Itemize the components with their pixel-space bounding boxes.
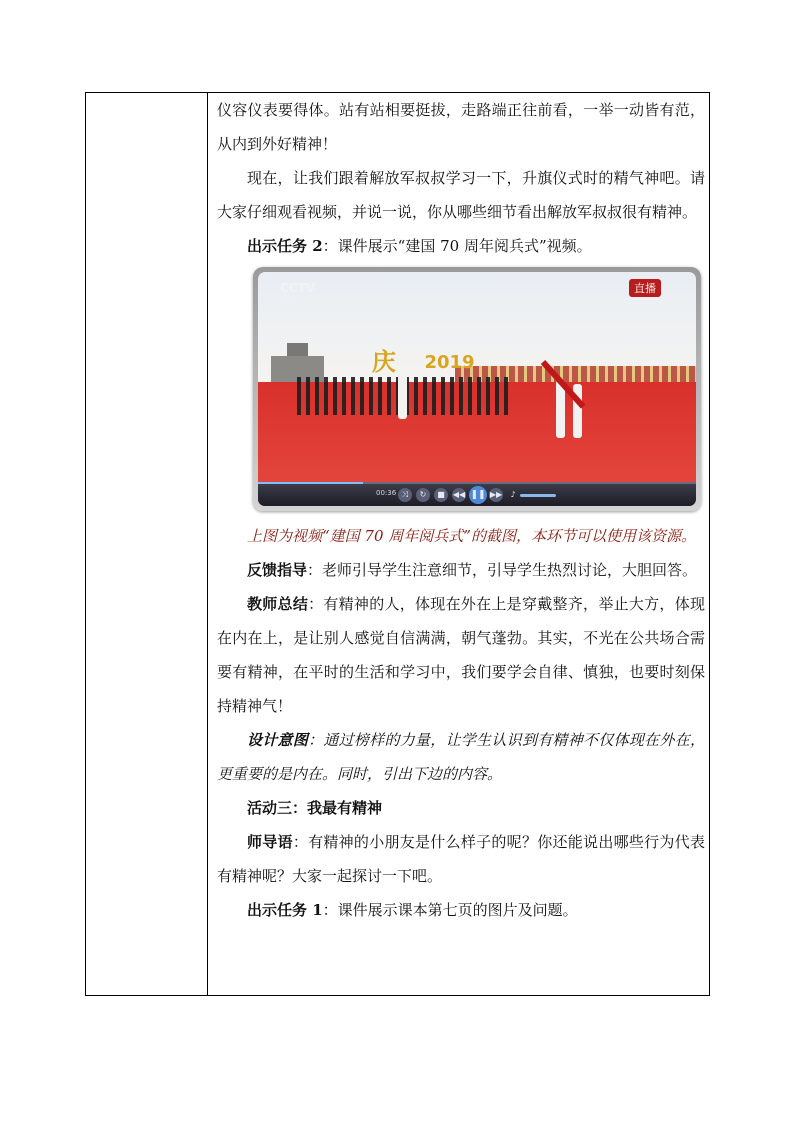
lesson-table — [85, 92, 710, 996]
video-banner-year: 2019 — [424, 351, 475, 373]
summary-text: ：有精神的人，体现在外在上是穿戴整齐，举止大方，体现在内在上，是让别人感觉自信满满，朝气蓬勃。其实，不光在公共场合需要有精神，在平时的生活和学习中，我们要学会自律、慎独，也要时刻保持精神气！ — [217, 595, 705, 715]
shuffle-icon[interactable]: ⤨ — [398, 488, 412, 502]
video-controls — [258, 484, 696, 506]
stop-icon[interactable]: ■ — [434, 488, 448, 502]
video-player[interactable] — [253, 267, 701, 511]
video-caption-note: 上图为视频“建国 70 周年阅兵式”的截图，本环节可以使用该资源。 — [247, 527, 696, 545]
rewind-icon[interactable]: ◀◀ — [452, 488, 466, 502]
design-label: 设计意图 — [247, 731, 309, 749]
video-frame — [258, 272, 696, 506]
teacher-guide — [217, 825, 705, 893]
task-2-text: ：课件展示“建国 70 周年阅兵式”视频。 — [322, 237, 592, 255]
feedback-guidance — [217, 553, 705, 587]
activity-3-title: 活动三：我最有精神 — [247, 799, 383, 817]
task-2-label: 出示任务 2 — [247, 237, 323, 255]
column-divider — [207, 93, 208, 995]
feedback-label: 反馈指导 — [247, 561, 308, 579]
cctv-channel-sub: 综合 — [279, 296, 296, 306]
task-1 — [217, 893, 705, 927]
fast-forward-icon[interactable]: ▶▶ — [489, 488, 503, 502]
volume-icon[interactable]: ♪ — [510, 490, 516, 499]
pause-icon[interactable]: ❚❚ — [469, 486, 487, 504]
cctv-logo — [280, 281, 315, 306]
video-guard — [398, 373, 407, 419]
live-badge: 直播 — [629, 279, 661, 297]
guide-label: 师导语 — [247, 833, 293, 851]
paragraph-etiquette: 仪容仪表要得体。站有站相要挺拔，走路端正往前看，一举一动皆有范，从内到外好精神！ — [217, 101, 705, 153]
video-time: 00:36 — [376, 489, 397, 497]
guide-text: ：有精神的小朋友是什么样子的呢？你还能说出哪些行为代表有精神呢？大家一起探讨一下吧。 — [217, 833, 705, 885]
design-intent — [217, 723, 705, 791]
teacher-summary — [217, 587, 705, 723]
design-text: ：通过榜样的力量，让学生认识到有精神不仅体现在外在，更重要的是内在。同时，引出下边的内容。 — [217, 731, 705, 783]
feedback-text: ：老师引导学生注意细节，引导学生热烈讨论，大胆回答。 — [307, 561, 698, 579]
repeat-icon[interactable]: ↻ — [416, 488, 430, 502]
paragraph-intro-video: 现在，让我们跟着解放军叔叔学习一下，升旗仪式时的精气神吧。请大家仔细观看视频，并说一说，你从哪些细节看出解放军叔叔很有精神。 — [217, 169, 705, 221]
volume-slider[interactable] — [520, 494, 556, 497]
activity-3-heading — [217, 791, 705, 825]
summary-label: 教师总结 — [247, 595, 309, 613]
lesson-content — [217, 93, 705, 927]
task-2 — [217, 229, 705, 263]
cctv-logo-text: CCTV — [279, 281, 315, 296]
task-1-label: 出示任务 1 — [247, 901, 323, 919]
task-1-text: ：课件展示课本第七页的图片及问题。 — [322, 901, 578, 919]
video-banner-char: 庆 — [371, 348, 396, 377]
